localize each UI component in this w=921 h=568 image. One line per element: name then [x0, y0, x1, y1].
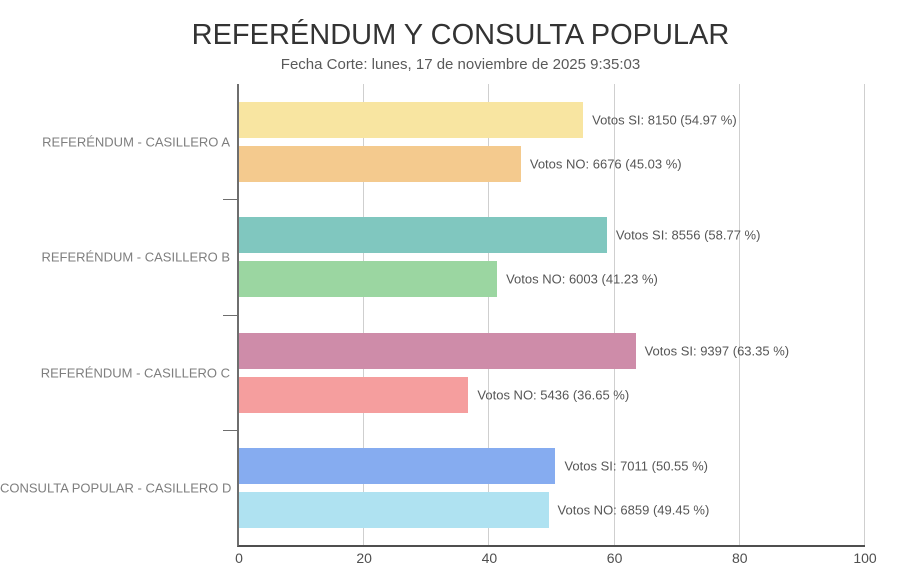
chart-title: REFERÉNDUM Y CONSULTA POPULAR — [191, 19, 730, 51]
category-labels — [0, 84, 230, 545]
axis-tick — [223, 315, 237, 316]
bar-votos-si — [239, 217, 607, 253]
bar-votos-no — [239, 492, 549, 528]
bar-votos-si — [239, 102, 583, 138]
gridline — [739, 84, 740, 545]
bar-votos-no — [239, 146, 521, 182]
bar-annotation: Votos SI: 7011 (50.55 %) — [564, 458, 709, 474]
bar-annotation: Votos NO: 6859 (49.45 %) — [557, 502, 710, 518]
bar-annotation: Votos SI: 8150 (54.97 %) — [592, 112, 737, 128]
x-axis-tick-labels — [235, 550, 877, 568]
category-label: REFERÉNDUM - CASILLERO C — [40, 365, 230, 380]
bar-annotation: Votos NO: 6676 (45.03 %) — [529, 156, 682, 172]
gridline — [614, 84, 615, 545]
plot-area — [237, 84, 865, 547]
bar-annotation: Votos NO: 6003 (41.23 %) — [506, 271, 658, 287]
bar-annotation: Votos SI: 8556 (58.77 %) — [615, 227, 761, 243]
category-label: CONSULTA POPULAR - CASILLERO D — [0, 480, 232, 496]
gridline — [864, 84, 865, 545]
category-label: REFERÉNDUM - CASILLERO B — [41, 249, 230, 265]
bar-annotation: Votos NO: 5436 (36.65 %) — [477, 387, 630, 402]
x-tick-label: 20 — [356, 550, 372, 566]
x-tick-label: 40 — [481, 550, 498, 566]
bar-annotation: Votos SI: 9397 (63.35 %) — [644, 343, 790, 358]
x-tick-label: 80 — [732, 550, 748, 566]
chart-subtitle: Fecha Corte: lunes, 17 de noviembre de 2025 9:35:03 — [280, 56, 641, 73]
bar-votos-si — [239, 333, 636, 369]
x-tick-label: 0 — [235, 550, 243, 566]
bar-votos-si — [239, 448, 555, 484]
x-tick-label: 60 — [606, 550, 623, 566]
bar-votos-no — [239, 261, 497, 297]
category-label: REFERÉNDUM - CASILLERO A — [42, 134, 230, 150]
axis-tick — [223, 430, 237, 431]
x-tick-label: 100 — [853, 550, 877, 566]
axis-tick — [223, 199, 237, 200]
bar-votos-no — [239, 377, 468, 413]
